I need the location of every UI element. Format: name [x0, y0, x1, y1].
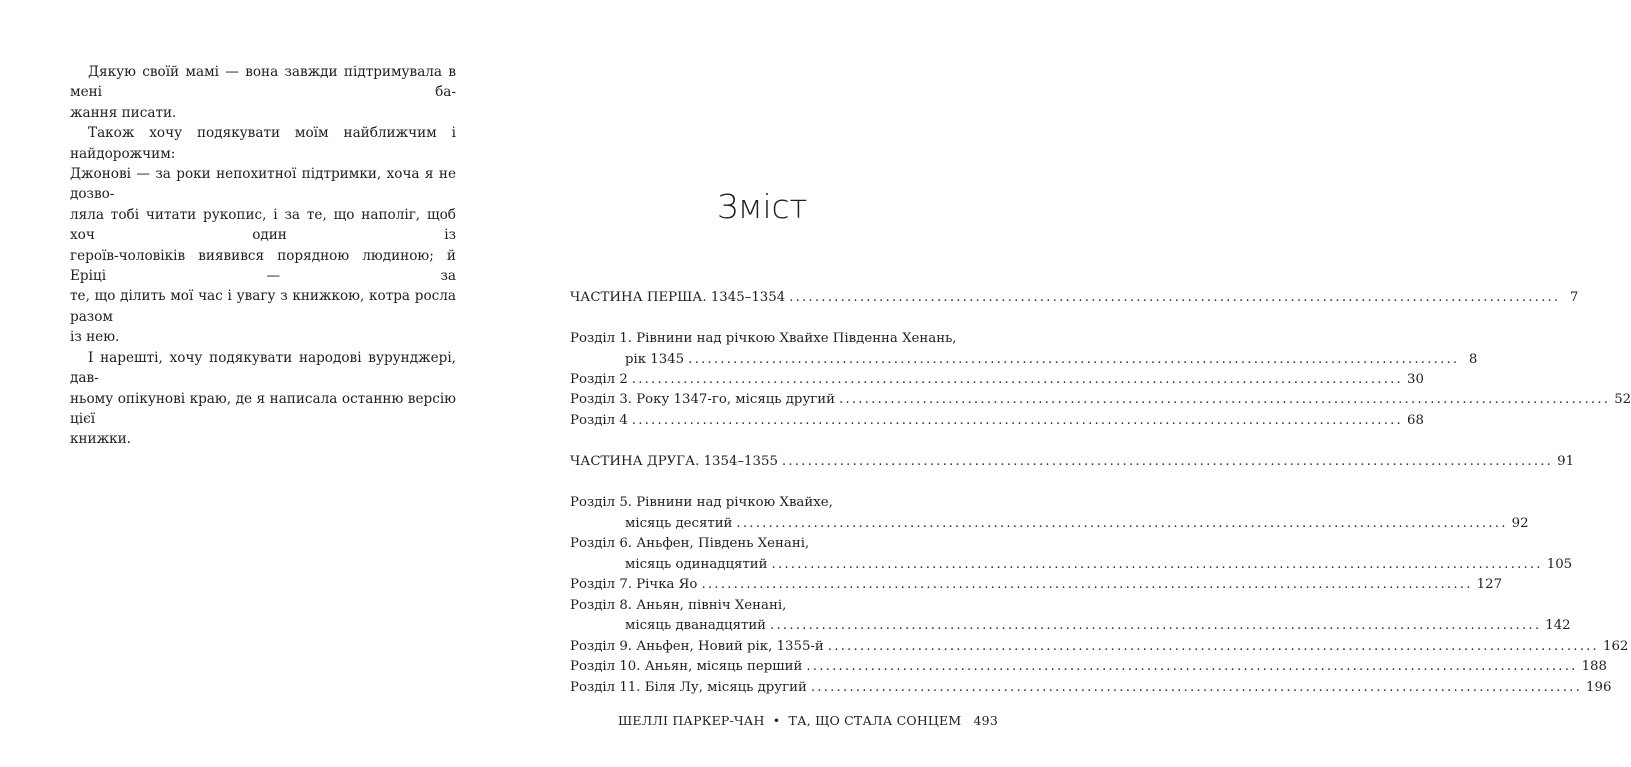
acknowledgements-text — [70, 62, 456, 450]
toc-entry-text: Розділ 6. Аньфен, Південь Хенані, — [570, 536, 810, 551]
toc-leader-dots: ........................................................................................................................ — [838, 392, 1611, 407]
ack-paragraph-2 — [70, 123, 456, 347]
toc-entry-page: 105 — [1546, 557, 1573, 572]
toc-entry-text: Розділ 8. Аньян, північ Хенані, — [570, 598, 787, 613]
ack-line: книжки. — [70, 431, 131, 448]
toc-entry-text: місяць десятий — [625, 516, 733, 531]
toc-entry-page: 188 — [1581, 659, 1607, 674]
toc-entry-page: 68 — [1407, 413, 1424, 428]
toc-leader-dots: ........................................................................................................................ — [771, 557, 1543, 572]
toc-entry-page: 52 — [1614, 392, 1631, 407]
toc-entry-text: рік 1345 — [625, 352, 685, 367]
toc-entry-chapter-11[interactable] — [570, 680, 1612, 700]
ack-line: жання писати. — [70, 104, 177, 121]
toc-leader-dots: ........................................................................................................................ — [806, 659, 1578, 674]
toc-entry-page: 162 — [1602, 639, 1629, 654]
toc-leader-dots: ........................................................................................................................ — [789, 290, 1561, 305]
toc-leader-dots: ........................................................................................................................ — [770, 618, 1542, 633]
right-page — [512, 0, 1631, 767]
toc-entry-text: Розділ 3. Року 1347-го, місяць другий — [570, 392, 835, 407]
toc-leader-dots: ........................................................................................................................ — [827, 639, 1599, 654]
toc-entry-page: 196 — [1586, 680, 1612, 695]
toc-entry-page: 91 — [1557, 454, 1575, 469]
toc-entry-text: Розділ 4 — [570, 413, 628, 428]
left-page — [0, 0, 512, 767]
toc-leader-dots: ........................................................................................................................ — [781, 454, 1554, 469]
toc-leader-dots: ........................................................................................................................ — [810, 680, 1583, 695]
toc-entry-page: 127 — [1476, 577, 1503, 592]
toc-entry-chapter-4[interactable] — [570, 413, 1424, 433]
ack-line: І нарешті, хочу подякувати народові вурунджері, дав- — [70, 349, 456, 387]
ack-paragraph-3 — [70, 348, 456, 450]
footer-separator: • — [772, 713, 781, 728]
ack-line: Також хочу подякувати моїм найближчим і найдорожчим: — [70, 125, 456, 162]
toc-entry-chapter-9[interactable] — [570, 639, 1629, 659]
footer-page-number: 493 — [973, 713, 998, 728]
ack-paragraph-1 — [70, 62, 456, 123]
toc-entry-text: Розділ 5. Рівнини над річкою Хвайхе, — [570, 495, 833, 510]
toc-entry-text: Розділ 9. Аньфен, Новий рік, 1355-й — [570, 639, 824, 654]
toc-entry-chapter-2[interactable] — [570, 372, 1424, 392]
toc-entry-text: Розділ 11. Біля Лу, місяць другий — [570, 680, 807, 695]
toc-entry-text: Розділ 10. Аньян, місяць перший — [570, 659, 803, 674]
toc-entry-chapter-5[interactable] — [570, 495, 956, 515]
toc-entry-chapter-5-cont[interactable] — [570, 516, 1529, 536]
toc-entry-text: місяць дванадцятий — [625, 618, 767, 633]
toc-entry-page: 7 — [1569, 290, 1579, 305]
toc-leader-dots: ........................................................................................................................ — [701, 577, 1473, 592]
toc-leader-dots: ........................................................................................................................ — [688, 352, 1460, 367]
toc-entry-chapter-6-cont[interactable] — [570, 557, 1573, 577]
toc-entry-chapter-7[interactable] — [570, 577, 1503, 597]
toc-entry-chapter-8[interactable] — [570, 598, 956, 618]
toc-entry-text: ЧАСТИНА ДРУГА. 1354–1355 — [570, 454, 778, 469]
toc-entry-page: 92 — [1511, 516, 1529, 531]
toc-entry-chapter-8-cont[interactable] — [570, 618, 1571, 638]
footer-book-title: ТА, ЩО СТАЛА СОНЦЕМ — [788, 713, 962, 728]
toc-leader-dots: ........................................................................................................................ — [631, 372, 1403, 387]
toc-entry-chapter-6[interactable] — [570, 536, 956, 556]
footer-author: ШЕЛЛІ ПАРКЕР-ЧАН — [617, 713, 765, 728]
toc-entry-chapter-3[interactable] — [570, 392, 1631, 412]
toc-entry-part-1[interactable] — [570, 290, 1579, 310]
toc-entry-text: Розділ 7. Річка Яо — [570, 577, 698, 592]
toc-entry-text: місяць одинадцятий — [625, 557, 768, 572]
toc-entry-text: Розділ 2 — [570, 372, 628, 387]
ack-line: ляла тобі читати рукопис, і за те, що наполіг, щоб хоч один із — [70, 206, 456, 244]
toc-entry-page: 142 — [1545, 618, 1571, 633]
toc-entry-part-2[interactable] — [570, 454, 1575, 474]
toc-entry-chapter-1[interactable] — [570, 331, 956, 351]
running-footer — [618, 713, 998, 728]
toc-entry-page: 30 — [1407, 372, 1424, 387]
toc-leader-dots: ........................................................................................................................ — [736, 516, 1508, 531]
toc-entry-text: ЧАСТИНА ПЕРША. 1345–1354 — [570, 290, 786, 305]
toc-entry-text: Розділ 1. Рівнини над річкою Хвайхе Південна Хенань, — [570, 331, 957, 346]
toc-entry-chapter-10[interactable] — [570, 659, 1607, 679]
ack-line: те, що ділить мої час і увагу з книжкою, котра росла разом — [70, 288, 456, 325]
toc-entry-chapter-1-cont[interactable] — [570, 352, 1478, 372]
ack-line: із нею. — [70, 329, 120, 346]
ack-line: Джонові — за роки непохитної підтримки, хоча я не дозво- — [70, 166, 456, 203]
toc-leader-dots: ........................................................................................................................ — [631, 413, 1403, 428]
toc-entry-page: 8 — [1468, 352, 1478, 367]
ack-line: Дякую своїй мамі — вона завжди підтримувала в мені ба- — [70, 64, 456, 101]
ack-line: героїв-чоловіків виявився порядною людиною; й Еріці — за — [70, 247, 456, 285]
ack-line: ньому опікунові краю, де я написала останню версію цієї — [70, 390, 456, 427]
toc-title: Зміст — [717, 187, 808, 226]
